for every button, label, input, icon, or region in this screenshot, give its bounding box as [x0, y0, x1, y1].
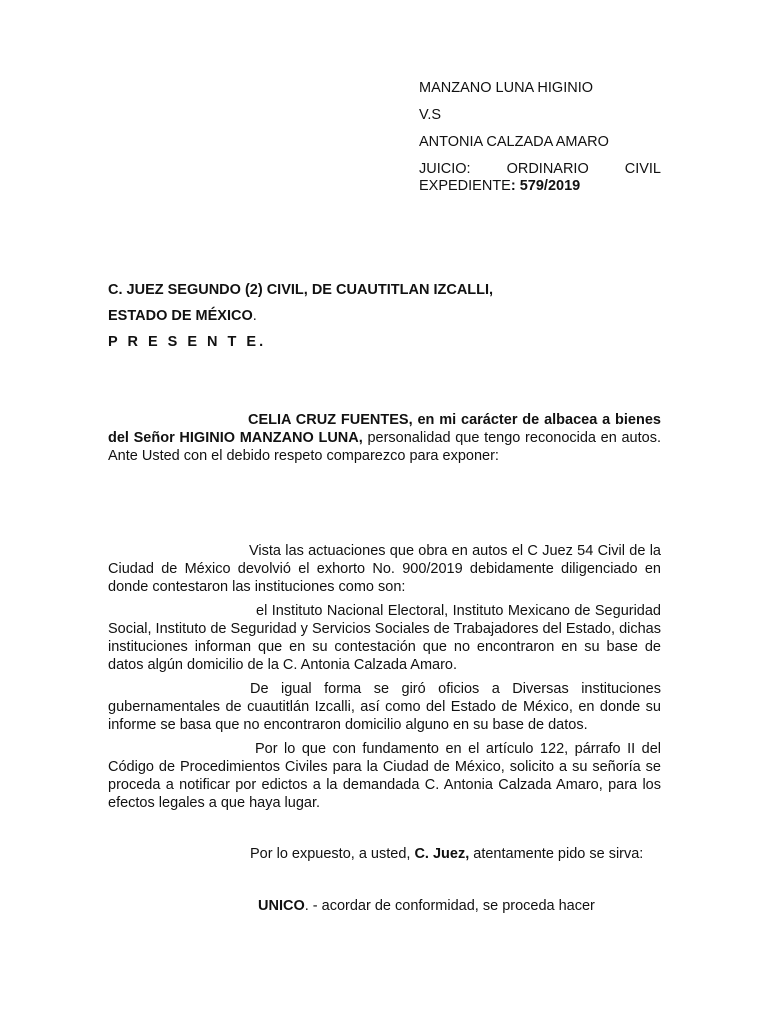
addressee-block: [108, 282, 493, 351]
unico-label: UNICO: [258, 898, 305, 914]
intro-paragraph: [108, 411, 661, 465]
state-name: ESTADO DE MÉXICO: [108, 308, 253, 324]
request-after: atentamente pido se sirva:: [469, 846, 644, 862]
body-paragraph-fundamento: Por lo que con fundamento en el artículo 122, párrafo II del Código de Procedimientos Civiles para la Ciudad de México, solicito a su señoría se proceda a notificar por edictos a la demandada C. Antonia Calzada Amaro, para los efectos legales a que haya lugar.: [108, 741, 661, 811]
expediente-label: EXPEDIENTE: [419, 178, 511, 194]
state-period: .: [252, 308, 257, 324]
body-paragraph-exhorto: Vista las actuaciones que obra en autos el C Juez 54 Civil de la Ciudad de México devolvió el exhorto No. 900/2019 debidamente diligenciado en donde contestaron las instituciones como son:: [108, 543, 661, 595]
presente-line: P R E S E N T E.: [108, 334, 267, 350]
juicio-line: [419, 161, 661, 178]
case-caption: [419, 80, 661, 195]
juicio-label: JUICIO:: [419, 161, 471, 177]
defendant-name: ANTONIA CALZADA AMARO: [419, 134, 609, 150]
expediente-number: : 579/2019: [510, 178, 581, 194]
request-before: Por lo expuesto, a usted,: [250, 846, 415, 862]
expediente-line: [419, 178, 661, 195]
body-paragraph-oficios: De igual forma se giró oficios a Diversas instituciones gubernamentales de cuautitlán Izcalli, así como del Estado de México, en donde su informe se basa que no encontraron domicilio alguno en su base de datos.: [108, 681, 661, 733]
unico-line: [258, 897, 595, 915]
request-judge: C. Juez,: [414, 846, 470, 862]
state-line: [108, 308, 493, 325]
request-line: [250, 845, 643, 863]
juicio-type-word2: CIVIL: [624, 161, 661, 177]
intro-bold-text: CELIA CRUZ FUENTES, en mi carácter de albacea a bienes del Señor HIGINIO MANZANO LUNA,: [108, 412, 661, 446]
intro-rest-text: personalidad que tengo reconocida en autos. Ante Usted con el debido respeto comparezco para exponer:: [108, 430, 661, 464]
unico-text: . - acordar de conformidad, se proceda hacer: [304, 898, 595, 914]
juicio-type-word1: ORDINARIO: [506, 161, 589, 177]
judge-line: C. JUEZ SEGUNDO (2) CIVIL, DE CUAUTITLAN IZCALLI,: [108, 282, 494, 298]
plaintiff-name: MANZANO LUNA HIGINIO: [419, 80, 594, 96]
versus-label: V.S: [419, 107, 442, 123]
case-type-block: [419, 161, 661, 195]
body-paragraph-institutions: el Instituto Nacional Electoral, Instituto Mexicano de Seguridad Social, Instituto de Seguridad y Servicios Sociales de Trabajadores del Estado, dichas instituciones informan que en su contestación que no encontraron en su base de datos algún domicilio de la C. Antonia Calzada Amaro.: [108, 603, 661, 673]
